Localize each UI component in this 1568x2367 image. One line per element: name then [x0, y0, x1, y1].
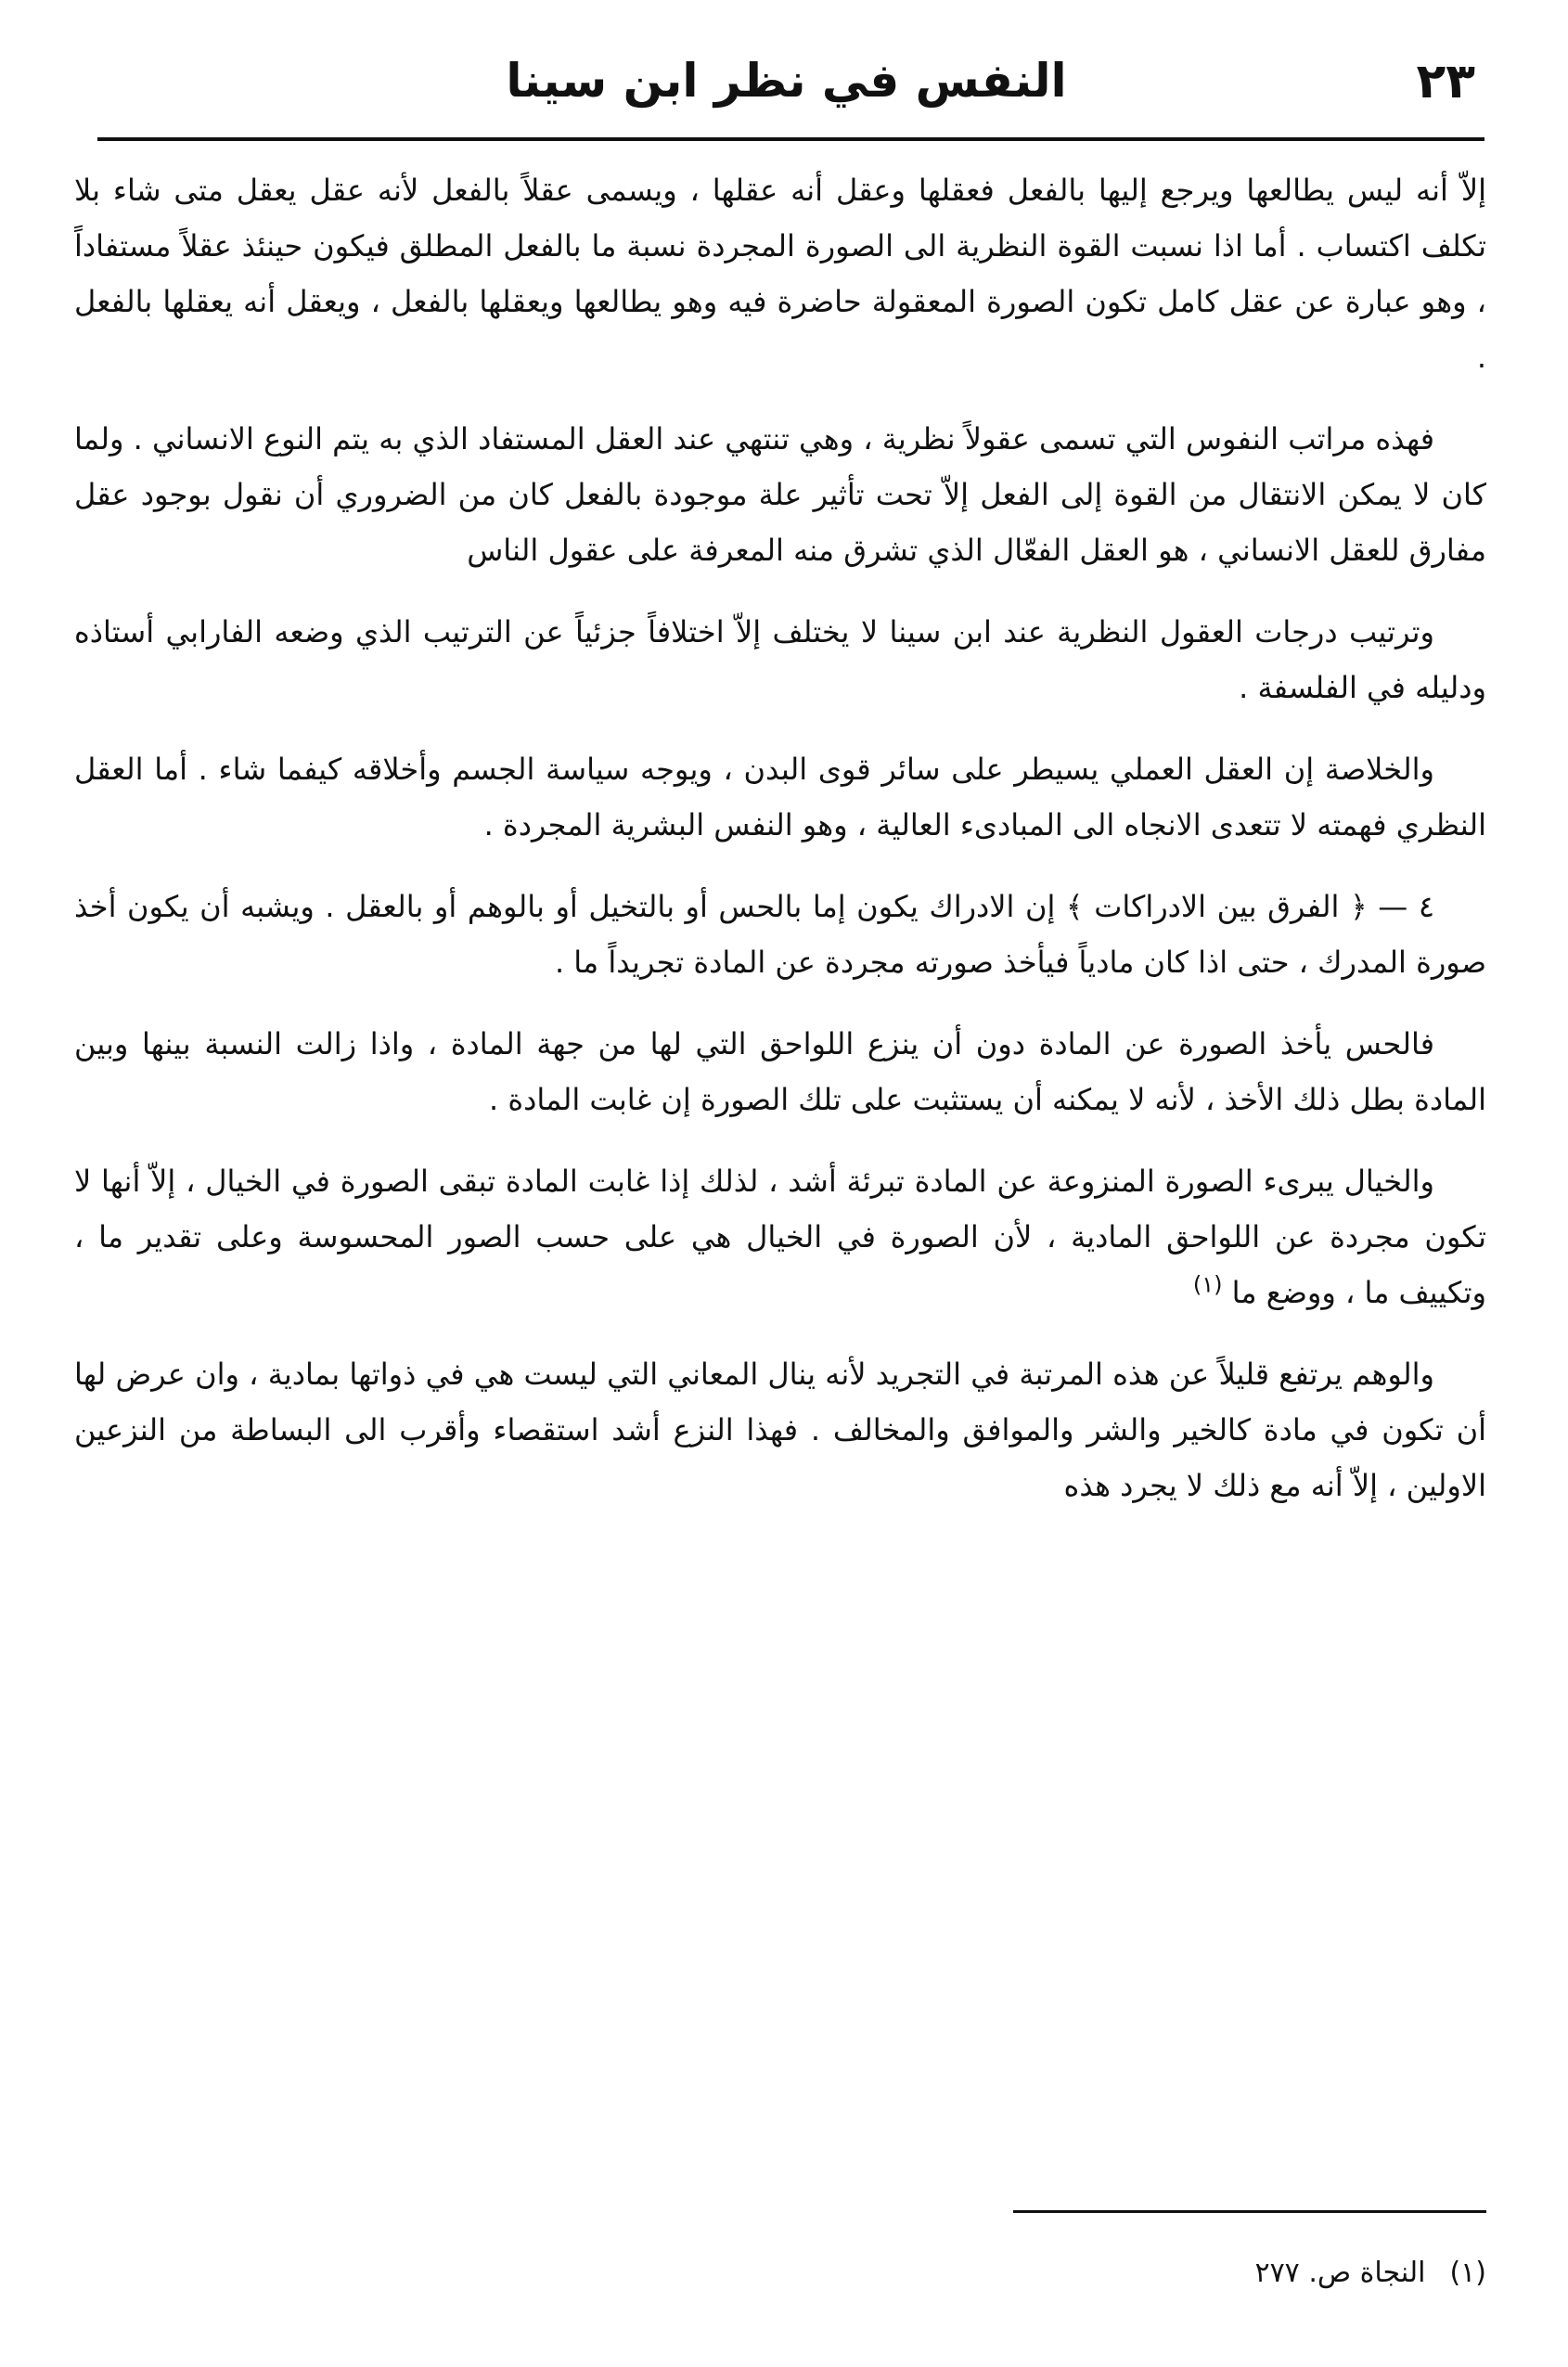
paragraph-7 [74, 1153, 1486, 1320]
footnote-text: النجاة ص. ٢٧٧ [1254, 2257, 1426, 2289]
page-header [97, 39, 1475, 122]
page-number: ٢٣ [1416, 54, 1475, 109]
body-text [74, 162, 1486, 1539]
paragraph-7-text: والخيال يبرىء الصورة المنزوعة عن المادة تبرئة أشد ، لذلك إذا غابت المادة تبقى الصورة في الخيال ، إلاّ أنها لا تكون مجردة عن اللواحق المادية ، لأن الصورة في الخيال هي على حسب الصور المحسوسة وعلى تقدير ما ، وتكييف ما ، ووضع ما [74, 1164, 1486, 1310]
footnote-number: (١) [1449, 2257, 1486, 2289]
paragraph-3: وترتيب درجات العقول النظرية عند ابن سينا لا يختلف إلاّ اختلافاً جزئياً عن الترتيب الذي وضعه الفارابي أستاذه ودليله في الفلسفة . [74, 614, 1486, 705]
paragraph-6: فالحس يأخذ الصورة عن المادة دون أن ينزع اللواحق التي لها من جهة المادة ، واذا زالت النسبة بينها وبين المادة بطل ذلك الأخذ ، لأنه لا يمكنه أن يستثبت على تلك الصورة إن غابت المادة . [74, 1026, 1486, 1117]
footnote-marker: (١) [1192, 1271, 1223, 1298]
paragraph-4: والخلاصة إن العقل العملي يسيطر على سائر قوى البدن ، ويوجه سياسة الجسم وأخلاقه كيفما شاء . أما العقل النظري فهمته لا تتعدى الانجاه الى المبادىء العالية ، وهو النفس البشرية المجردة . [74, 752, 1486, 843]
header-rule [97, 137, 1484, 141]
running-title: النفس في نظر ابن سينا [506, 54, 1067, 108]
paragraph-2: فهذه مراتب النفوس التي تسمى عقولاً نظرية ، وهي تنتهي عند العقل المستفاد الذي به يتم النوع الانساني . ولما كان لا يمكن الانتقال من القوة إلى الفعل إلاّ تحت تأثير علة موجودة بالفعل كان من الضروري أن نقول بوجود عقل مفارق للعقل الانساني ، هو العقل الفعّال الذي تشرق منه المعرفة على عقول الناس [74, 421, 1486, 568]
paragraph-8: والوهم يرتفع قليلاً عن هذه المرتبة في التجريد لأنه ينال المعاني التي ليست هي في ذواتها بمادية ، وان عرض لها أن تكون في مادة كالخير والشر والموافق والمخالف . فهذا النزع أشد استقصاء وأقرب الى البساطة من النزعين الاولين ، إلاّ أنه مع ذلك لا يجرد هذه [74, 1357, 1486, 1503]
footnote [837, 2255, 1486, 2292]
paragraph-1: إلاّ أنه ليس يطالعها ويرجع إليها بالفعل فعقلها وعقل أنه عقلها ، ويسمى عقلاً بالفعل لأنه عقل يعقل متى شاء بلا تكلف اكتساب . أما اذا نسبت القوة النظرية الى الصورة المجردة نسبة ما بالفعل المطلق فيكون حينئذ عقلاً مستفاداً ، وهو عبارة عن عقل كامل تكون الصورة المعقولة حاضرة فيه وهو يطالعها ويعقلها بالفعل ، ويعقل أنه يعقلها بالفعل . [74, 173, 1486, 375]
footnote-rule [1013, 2210, 1486, 2213]
paragraph-5: ٤ — ﴿ الفرق بين الادراكات ﴾ إن الادراك يكون إما بالحس أو بالتخيل أو بالوهم أو بالعقل . ويشبه أن يكون أخذ صورة المدرك ، حتى اذا كان مادياً فيأخذ صورته مجردة عن المادة تجريداً ما . [74, 889, 1486, 980]
